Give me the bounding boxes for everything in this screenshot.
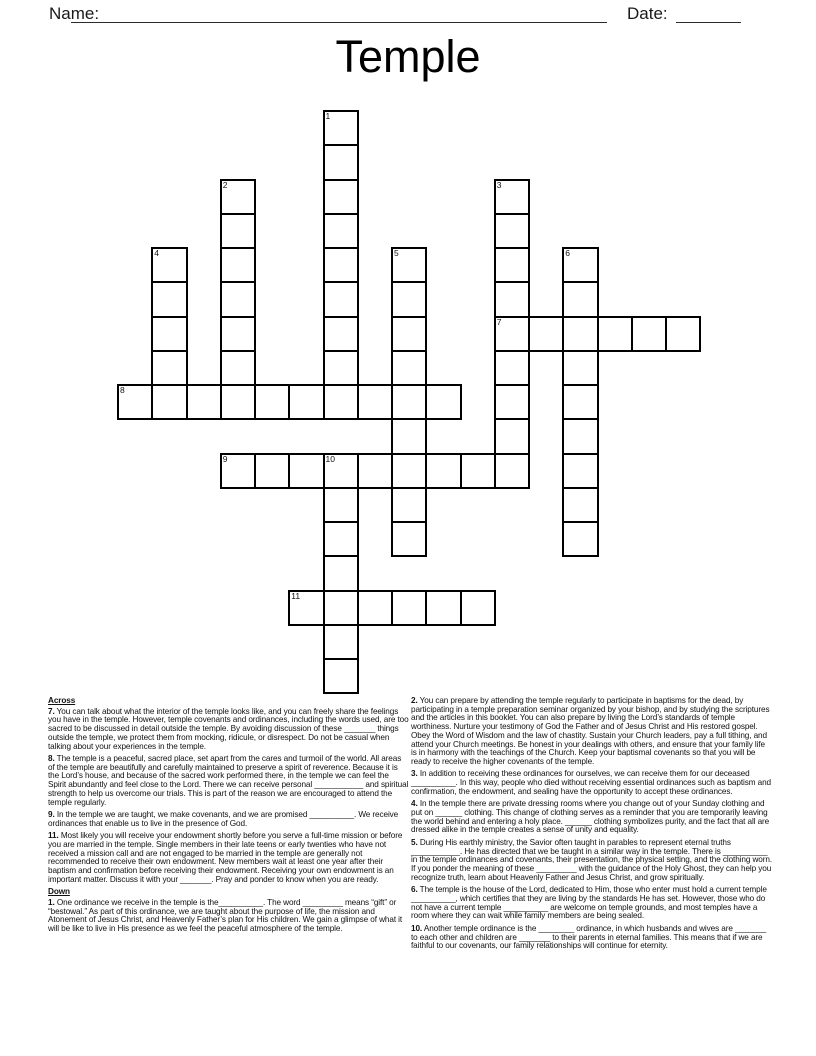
clue xyxy=(411,886,772,921)
crossword-cell[interactable] xyxy=(391,384,427,420)
crossword-cell[interactable] xyxy=(323,521,359,557)
clues-right-column xyxy=(411,697,772,955)
crossword-cell[interactable] xyxy=(323,624,359,660)
crossword-cell[interactable] xyxy=(323,247,359,283)
clue-text: In addition to receiving these ordinances for ourselves, we can receive them for our deceased __________. In this way, people who died without receiving essential ordinances such as baptism and confirmation, the endowment, and sealing have the opportunity to accept these ordinances. xyxy=(411,769,771,796)
cell-number: 1 xyxy=(325,111,331,121)
crossword-cell[interactable] xyxy=(151,247,187,283)
clue-section-heading: Across xyxy=(48,696,76,705)
crossword-cell[interactable] xyxy=(323,658,359,694)
crossword-cell[interactable] xyxy=(323,213,359,249)
crossword-cell[interactable] xyxy=(323,487,359,523)
cell-number: 5 xyxy=(394,248,399,258)
crossword-cell[interactable] xyxy=(151,316,187,352)
crossword-cell[interactable] xyxy=(391,453,427,489)
clue-text: You can prepare by attending the temple regularly to participate in baptisms for the dead, by participating in a temple preparation seminar organized by your bishop, and by studying the scriptures and the articles in this booklet. You can also prepare by living the Lord’s standards of temple worthiness. Nurture your testimony of God the Father and of Jesus Christ and His restored gospel. Obey the Word of Wisdom and the law of chastity. Sustain your Church leaders, pay a full tithing, and attend your Church meetings. Be honest in your dealings with others, and ensure that your family life is in harmony with the teachings of the Church. Keep your baptismal covenants so that you will be ready to receive the higher covenants of the temple. xyxy=(411,696,770,766)
cell-number: 2 xyxy=(222,179,228,190)
puzzle-title: Temple xyxy=(335,31,481,82)
crossword-cell[interactable] xyxy=(494,179,530,215)
crossword-cell[interactable] xyxy=(357,384,393,420)
clue xyxy=(48,755,409,807)
crossword-cell[interactable] xyxy=(665,316,701,352)
clue-text: During His earthly ministry, the Savior often taught in parables to represent eternal truths ___________. He has directed that we be taught in a similar way in the temple. There is __________ in the temple ordinances and covenants, their presentation, the physical setting, and the clothing worn. If you ponder the meaning of these _________ with the guidance of the Holy Ghost, they can help you recognize truth, learn about Heavenly Father and Jesus Christ, and grow spiritually. xyxy=(411,837,772,882)
cell-number: 6 xyxy=(565,248,570,258)
crossword-cell[interactable] xyxy=(562,487,598,523)
crossword-cell[interactable] xyxy=(494,384,530,420)
cell-number: 10 xyxy=(325,453,335,464)
crossword-cell[interactable] xyxy=(391,521,427,557)
crossword-cell[interactable] xyxy=(425,384,461,420)
crossword-cell[interactable] xyxy=(631,316,667,352)
cell-number: 4 xyxy=(154,248,159,258)
crossword-cell[interactable] xyxy=(151,384,187,420)
name-label: Name: xyxy=(49,4,100,23)
crossword-cell[interactable] xyxy=(391,350,427,386)
crossword-cell[interactable] xyxy=(323,281,359,317)
crossword-cell[interactable] xyxy=(494,350,530,386)
crossword-cell[interactable] xyxy=(494,418,530,454)
date-label: Date: xyxy=(627,4,668,23)
crossword-cell[interactable] xyxy=(460,590,496,626)
clue xyxy=(48,708,409,752)
crossword-cell[interactable] xyxy=(323,179,359,215)
crossword-cell[interactable] xyxy=(254,453,290,489)
clue xyxy=(411,697,772,767)
crossword-cell[interactable] xyxy=(220,213,256,249)
clue-number: 2. xyxy=(411,696,418,705)
crossword-cell[interactable] xyxy=(562,316,598,352)
clue xyxy=(411,770,772,796)
crossword-cell[interactable] xyxy=(562,281,598,317)
clue-number: 1. xyxy=(48,897,55,907)
clue-number: 11. xyxy=(48,831,59,841)
crossword-cell[interactable] xyxy=(562,384,598,420)
crossword-cell[interactable] xyxy=(425,453,461,489)
clue xyxy=(48,811,409,828)
crossword-cell[interactable] xyxy=(117,384,153,420)
clue-number: 9. xyxy=(48,810,55,820)
clue-number: 7. xyxy=(48,706,55,716)
crossword-cell[interactable] xyxy=(323,316,359,352)
crossword-cell[interactable] xyxy=(391,487,427,523)
crossword-cell[interactable] xyxy=(494,213,530,249)
crossword-cell[interactable] xyxy=(323,144,359,180)
crossword-cell[interactable] xyxy=(562,453,598,489)
crossword-cell[interactable] xyxy=(254,384,290,420)
clue xyxy=(48,832,409,884)
crossword-cell[interactable] xyxy=(494,453,530,489)
clue-number: 8. xyxy=(48,754,55,764)
clue-section-heading: Down xyxy=(48,887,70,897)
crossword-cell[interactable] xyxy=(186,384,222,420)
clue-text: In the temple we are taught, we make covenants, and we are promised __________. We receive ordinances that enable us to live in the presence of God. xyxy=(48,810,399,828)
crossword-cell[interactable] xyxy=(528,316,564,352)
cell-number: 8 xyxy=(120,385,125,395)
clue xyxy=(48,899,409,934)
clue-number: 6. xyxy=(411,885,418,895)
clue-number: 10. xyxy=(411,923,423,933)
crossword-cell[interactable] xyxy=(323,555,359,591)
crossword-cell[interactable] xyxy=(220,281,256,317)
crossword-cell[interactable] xyxy=(391,281,427,317)
cell-number: 9 xyxy=(222,453,228,464)
crossword-cell[interactable] xyxy=(425,590,461,626)
crossword-cell[interactable] xyxy=(220,179,256,215)
crossword-cell[interactable] xyxy=(562,350,598,386)
crossword-cell[interactable] xyxy=(391,316,427,352)
crossword-cell[interactable] xyxy=(323,350,359,386)
crossword-cell[interactable] xyxy=(391,247,427,283)
crossword-cell[interactable] xyxy=(288,590,324,626)
clues-left-column xyxy=(48,697,409,938)
clue xyxy=(411,800,772,835)
crossword-cell[interactable] xyxy=(323,453,359,489)
cell-number: 3 xyxy=(496,179,502,190)
crossword-cell[interactable] xyxy=(220,316,256,352)
clue-text: In the temple there are private dressing rooms where you change out of your Sunday clothing and put on ______ clothing. This change of clothing serves as a reminder that you are temporarily leaving the world behind and entering a holy place. ______ clothing symbolizes purity, and the fact that all are dressed alike in the temple creates a sense of unity and equality. xyxy=(411,799,770,835)
crossword-cell[interactable] xyxy=(151,281,187,317)
clue-number: 5. xyxy=(411,837,418,847)
crossword-cell[interactable] xyxy=(220,453,256,489)
crossword-cell[interactable] xyxy=(357,453,393,489)
clue xyxy=(411,839,772,883)
clue-text: The temple is the house of the Lord, dedicated to Him, those who enter must hold a current temple __________, which certifies that they are living by the standards He has set. However, those who do not have a current temple __________ are welcome on temple grounds, and most temples have a room where they can wait while family members are being sealed. xyxy=(411,885,767,921)
crossword-cell[interactable] xyxy=(288,384,324,420)
crossword-cell[interactable] xyxy=(391,590,427,626)
crossword-cell[interactable] xyxy=(288,453,324,489)
crossword-cell[interactable] xyxy=(494,316,530,352)
clue-number: 4. xyxy=(411,799,418,809)
crossword-cell[interactable] xyxy=(323,384,359,420)
crossword-cell[interactable] xyxy=(357,590,393,626)
crossword-cell[interactable] xyxy=(460,453,496,489)
crossword-cell[interactable] xyxy=(494,281,530,317)
crossword-cell[interactable] xyxy=(220,384,256,420)
crossword-cell[interactable] xyxy=(220,247,256,283)
crossword-cell[interactable] xyxy=(562,418,598,454)
crossword-cell[interactable] xyxy=(220,350,256,386)
clue xyxy=(411,925,772,951)
clue-text: Most likely you will receive your endowment shortly before you serve a full-time mission or before you are married in the temple. Single members in their late teens or early twenties who have not received a mission call and are not engaged to be married in the temple are generally not recommended to receive their own endowment. New members wait at least one year after their baptism and confirmation before receiving their endowment. Receiving your own endowment is an important matter. Discuss it with your _______. Pray and ponder to know when you are ready. xyxy=(48,831,403,884)
crossword-cell[interactable] xyxy=(597,316,633,352)
crossword-cell[interactable] xyxy=(562,521,598,557)
cell-number: 11 xyxy=(291,590,301,601)
cell-number: 7 xyxy=(496,316,502,327)
clue-text: Another temple ordinance is the ________ ordinance, in which husbands and wives are _______ to each other and children are _______ to their parents in eternal families. This means that if we are faithful to our covenants, our family relationships will continue for eternity. xyxy=(411,923,767,951)
clue-number: 3. xyxy=(411,769,418,779)
clue-text: One ordinance we receive in the temple is the__________. The word _________ means “gift” or “bestowal.” As part of this ordinance, we are taught about the purpose of life, the mission and Atonement of Jesus Christ, and Heavenly Father’s plan for His children. We gain a glimpse of what it will be like to live in His presence as we feel the peaceful atmosphere of the temple. xyxy=(48,897,403,934)
crossword-cell[interactable] xyxy=(391,418,427,454)
crossword-cell[interactable] xyxy=(323,110,359,146)
clue-text: The temple is a peaceful, sacred place, set apart from the cares and turmoil of the world. All areas of the temple are beautifully and carefully maintained to preserve a spirit of reverence. Because it is the Lord’s house, and because of the sacred work performed there, in the temple we can feel the Spirit abundantly and feel close to the Lord. There we can receive personal ___________ and spiritual strength to help us overcome our trials. This is part of the reason we are encouraged to attend the temple regularly. xyxy=(48,754,409,807)
crossword-cell[interactable] xyxy=(562,247,598,283)
crossword-cell[interactable] xyxy=(151,350,187,386)
crossword-cell[interactable] xyxy=(323,590,359,626)
clue-text: You can talk about what the interior of the temple looks like, and you can freely share the feelings you have in the temple. However, temple covenants and ordinances, including the words used, are too sacred to be discussed in detail outside the temple. By avoiding discussion of these _______ things outside the temple, we protect them from mocking, ridicule, or disrespect. Do not be casual when talking about your experiences in the temple. xyxy=(48,706,409,751)
crossword-cell[interactable] xyxy=(494,247,530,283)
